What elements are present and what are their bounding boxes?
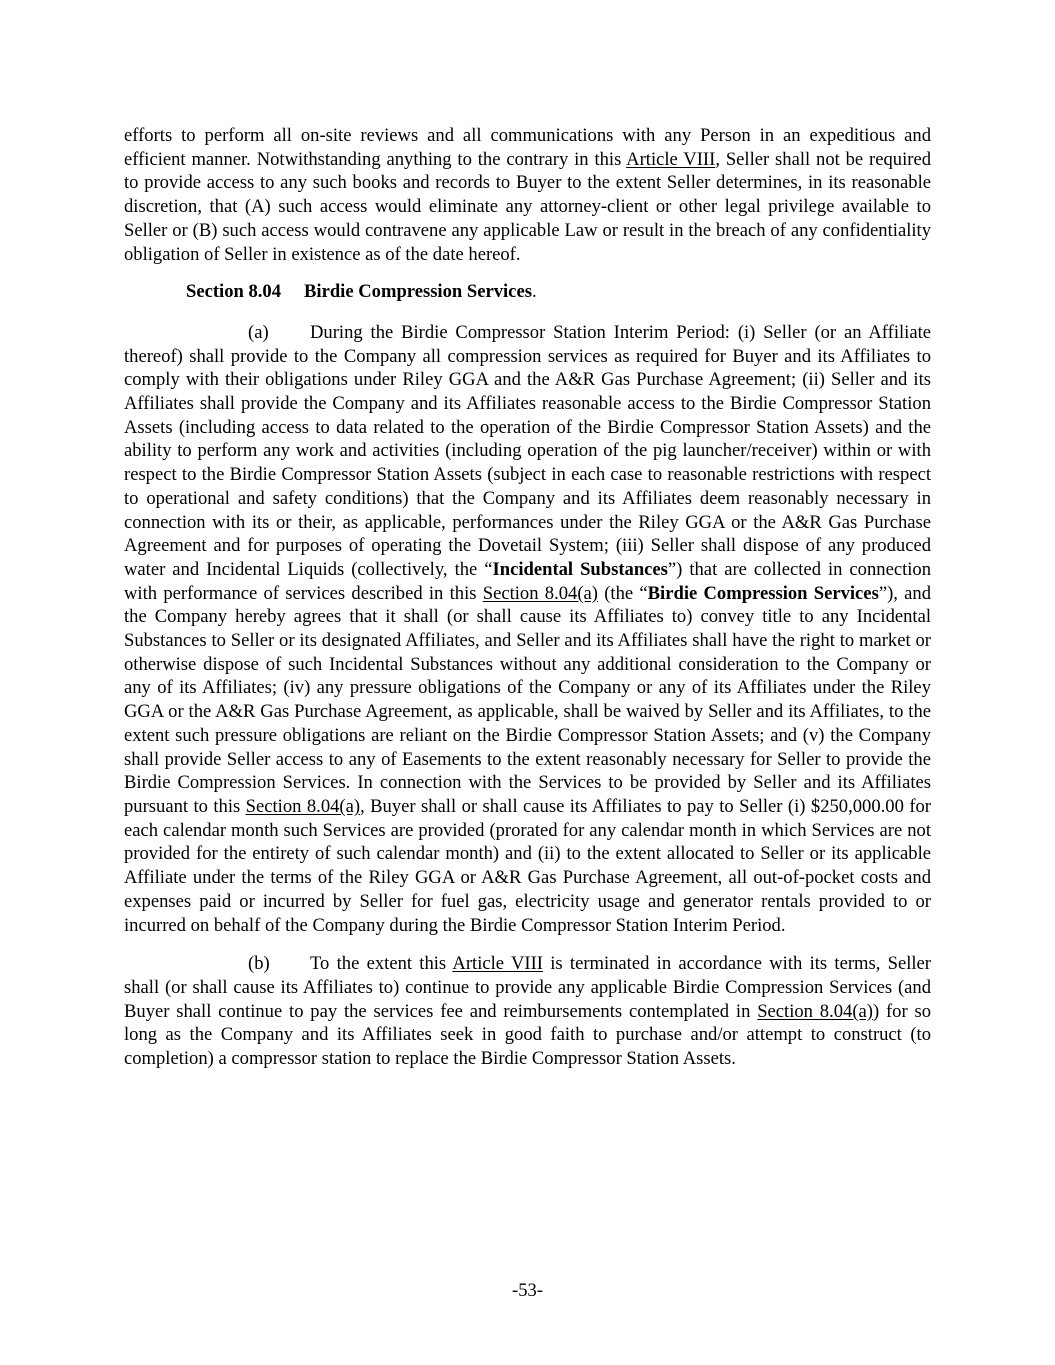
- section-804a-reference-2: Section 8.04(a): [245, 795, 361, 817]
- paragraph-b: [124, 952, 931, 1071]
- intro-paragraph: [124, 124, 931, 266]
- paragraph-a: [124, 321, 931, 937]
- paragraph-b-text-1: To the extent this: [310, 953, 453, 975]
- paragraph-b-text-2: is terminated in accordance with its terms, Seller shall (or shall cause its Affiliates to) continue to provide any applicable Birdie Compression Services (and Buyer shall continue to pay the services fee and reimbursements contemplated in: [124, 953, 932, 1022]
- section-number: Section 8.04: [186, 281, 282, 303]
- paragraph-b-label: (b): [248, 953, 270, 975]
- document-page: [124, 124, 931, 1071]
- section-804a-reference-b: Section 8.04(a): [757, 1000, 873, 1022]
- section-804a-reference-1: Section 8.04(a): [482, 582, 598, 604]
- paragraph-b-text-3: ) for so long as the Company and its Affiliates seek in good faith to purchase and/or attempt to construct (to completion) a compressor station to replace the Birdie Compressor Station Assets.: [124, 1000, 932, 1070]
- section-title-punct: .: [531, 281, 537, 303]
- paragraph-a-text-1: During the Birdie Compressor Station Interim Period: (i) Seller (or an Affiliate thereof) shall provide to the Company all compression services as required for Buyer and its Affiliates to comply with their obligations under Riley GGA and the A&R Gas Purchase Agreement; (ii) Seller and its Affiliates shall provide the Company and its Affiliates reasonable access to the Birdie Compressor Station Assets (including access to data related to the operation of the Birdie Compressor Station Assets) and the ability to perform any work and activities (including operation of the pig launcher/receiver) within or with respect to the Birdie Compressor Station Assets (subject in each case to reasonable restrictions with respect to operational and safety conditions) that the Company and its Affiliates deem reasonably necessary in connection with its or their, as applicable, performances under the Riley GGA or the A&R Gas Purchase Agreement and for purposes of operating the Dovetail System; (iii) Seller shall dispose of any produced water and Incidental Liquids (collectively, the “: [124, 321, 931, 580]
- section-heading: [124, 280, 931, 304]
- defined-term-incidental-substances: Incidental Substances: [492, 558, 668, 580]
- paragraph-a-label: (a): [248, 321, 269, 343]
- defined-term-birdie-compression-services: Birdie Compression Services: [647, 582, 879, 604]
- article-viii-reference-b: Article VIII: [452, 953, 543, 975]
- paragraph-a-text-5: , Buyer shall or shall cause its Affiliates to pay to Seller (i) $250,000.00 for each calendar month such Services are provided (prorated for any calendar month in which Services are not provided for the entirety of such calendar month) and (ii) to the extent allocated to Seller or its applicable Affiliate under the terms of the Riley GGA or A&R Gas Purchase Agreement, all out-of-pocket costs and expenses paid or incurred by Seller for fuel gas, electricity usage and generator rentals provided to or incurred on behalf of the Company during the Birdie Compressor Station Interim Period.: [124, 795, 931, 936]
- paragraph-a-text-3: (the “: [597, 582, 648, 604]
- intro-text-2: , Seller shall not be required to provide access to any such books and records to Buyer to the extent Seller determines, in its reasonable discretion, that (A) such access would eliminate any attorney-client or other legal privilege available to Seller or (B) such access would contravene any applicable Law or result in the breach of any confidentiality obligation of Seller in existence as of the date hereof.: [124, 148, 931, 265]
- paragraph-a-text-4: ”), and the Company hereby agrees that it shall (or shall cause its Affiliates to) convey title to any Incidental Substances to Seller or its designated Affiliates, and Seller and its Affiliates shall have the right to market or otherwise dispose of such Incidental Substances without any additional consideration to the Company or any of its Affiliates; (iv) any pressure obligations of the Company or any of its Affiliates under the Riley GGA or the A&R Gas Purchase Agreement, as applicable, shall be waived by Seller and its Affiliates, to the extent such pressure obligations are reliant on the Birdie Compressor Station Assets; and (v) the Company shall provide Seller access to any of Easements to the extent reasonably necessary for Seller to provide the Birdie Compression Services. In connection with the Services to be provided by Seller and its Affiliates pursuant to this: [124, 582, 932, 817]
- section-title: Birdie Compression Services: [304, 281, 532, 303]
- article-viii-reference: Article VIII: [626, 148, 716, 170]
- paragraph-a-text-2: ”) that are collected in connection with performance of services described in this: [124, 558, 931, 604]
- intro-text-1: efforts to perform all on-site reviews and all communications with any Person in an expeditious and efficient manner. Notwithstanding anything to the contrary in this: [124, 125, 931, 170]
- page-number: -53-: [512, 1280, 543, 1301]
